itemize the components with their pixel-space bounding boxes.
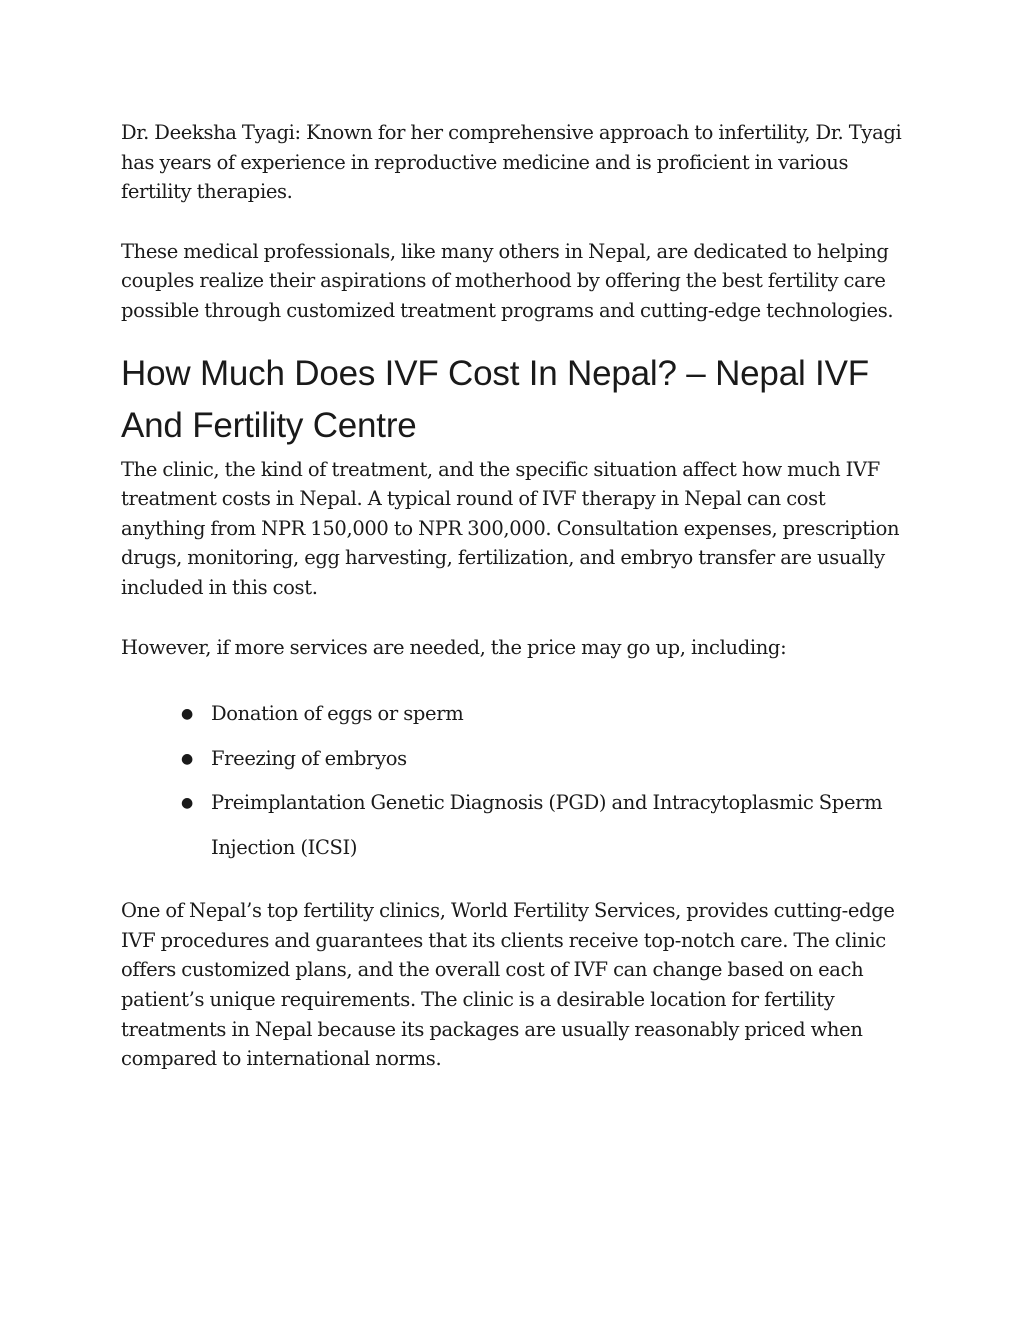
paragraph-professionals: These medical professionals, like many others in Nepal, are dedicated to helping couples realize their aspirations of motherhood by offering the best fertility care possible through customized treatment programs and cutting-edge technologies. [121, 239, 894, 322]
document-page [121, 118, 911, 1074]
paragraph-world-fertility-services: One of Nepal’s top fertility clinics, World Fertility Services, provides cutting-edge IVF procedures and guarantees that its clients receive top-notch care. The clinic offers customized plans, and the overall cost of IVF can change based on each patient’s unique requirements. The clinic is a desirable location for fertility treatments in Nepal because its packages are usually reasonably priced when compared to international norms. [121, 899, 895, 1071]
list-item [181, 692, 911, 737]
paragraph-spacer [121, 207, 911, 237]
paragraph-spacer [121, 603, 911, 633]
list-item-text: Donation of eggs or sperm [211, 702, 464, 726]
additional-services-list [121, 692, 911, 870]
section-heading-ivf-cost: How Much Does IVF Cost In Nepal? – Nepal IVF And Fertility Centre [121, 353, 869, 445]
bullet-icon: ● [181, 795, 193, 812]
bullet-icon: ● [181, 706, 193, 723]
list-item [181, 737, 911, 782]
paragraph-doctor-tyagi: Dr. Deeksha Tyagi: Known for her comprehensive approach to infertility, Dr. Tyagi has years of experience in reproductive medicine and is proficient in various fertility therapies. [121, 121, 902, 204]
paragraph-additional-services: However, if more services are needed, the price may go up, including: [121, 635, 787, 659]
list-item-text: Preimplantation Genetic Diagnosis (PGD) and Intracytoplasmic Sperm Injection (ICSI) [211, 791, 883, 859]
list-item-text: Freezing of embryos [211, 746, 407, 770]
list-item [181, 781, 911, 870]
paragraph-cost-range: The clinic, the kind of treatment, and the specific situation affect how much IVF treatment costs in Nepal. A typical round of IVF therapy in Nepal can cost anything from NPR 150,000 to NPR 300,000. Consultation expenses, prescription drugs, monitoring, egg harvesting, fertilization, and embryo transfer are usually included in this cost. [121, 457, 900, 599]
bullet-icon: ● [181, 750, 193, 767]
